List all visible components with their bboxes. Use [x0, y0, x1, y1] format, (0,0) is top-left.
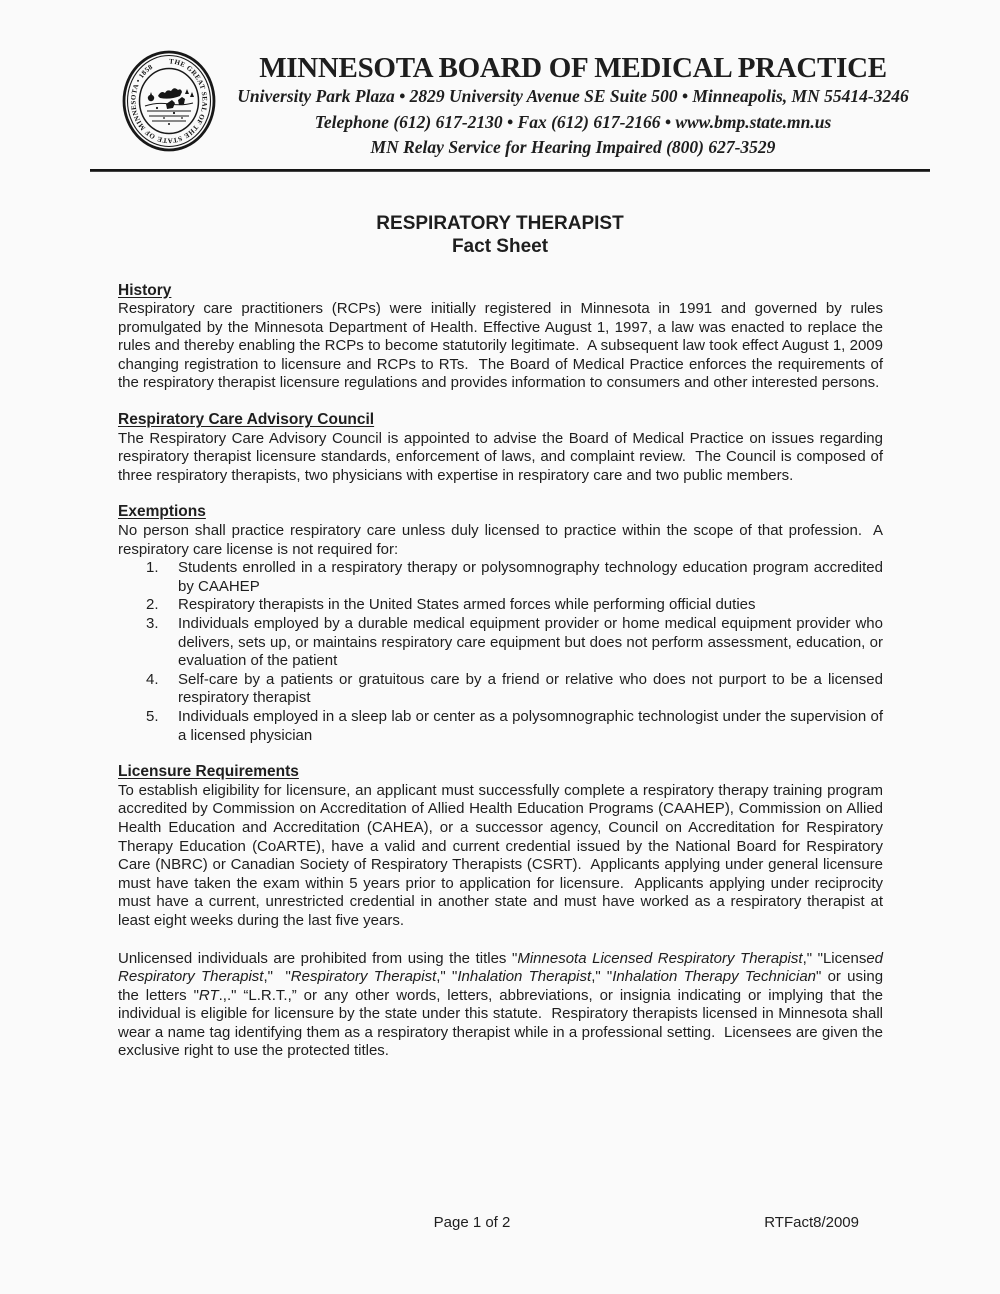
list-item-text: Self-care by a patients or gratuitous care by a friend or relative who does not purport to be a licensed respiratory therapist — [178, 670, 883, 707]
minnesota-state-seal-icon — [122, 50, 216, 152]
document-body — [0, 282, 1000, 1062]
list-item-number: 5. — [146, 707, 159, 725]
section-paragraph: To establish eligibility for licensure, an applicant must successfully complete a respiratory therapy training program accredited by Commission on Accreditation of Allied Health Education Programs (CAAHEP), Commission on Allied Health Education and Accreditation (CAHEA), or a successor agency, Council on Accreditation for Respiratory Therapy Education (CoARTE), have a valid and current credential issued by the National Board for Respiratory Care (NBRC) or Canadian Society of Respiratory Therapists (CSRT). Applicants applying under general licensure must have taken the exam within 5 years prior to application for licensure. Applicants applying under reciprocity must have a current, unrestricted credential in another state and must have worked as a respiratory therapist at least eight weeks during the last five years. — [118, 781, 888, 929]
list-item-number: 4. — [146, 670, 159, 688]
section-heading: Respiratory Care Advisory Council — [118, 411, 375, 429]
exemptions-list — [118, 559, 883, 745]
document-title — [0, 212, 1000, 258]
section-exemptions — [118, 503, 888, 745]
svg-text:THE GREAT SEAL OF THE STATE OF — [129, 57, 208, 144]
seal-ring-text: THE GREAT SEAL OF THE STATE OF MINNESOTA • 1858 — [129, 57, 209, 145]
section-heading: Licensure Requirements — [118, 763, 299, 781]
section-history — [118, 281, 888, 394]
list-item-number: 1. — [146, 559, 159, 577]
list-item-text: Individuals employed by a durable medical equipment provider or home medical equipment provider who delivers, sets up, or maintains respiratory care equipment but does not perform assessment, education, or evaluation of the patient — [178, 615, 883, 670]
section-heading: History — [118, 281, 172, 299]
section-paragraph: No person shall practice respiratory care unless duly licensed to practice within the scope of that profession. A respiratory care license is not required for: — [118, 522, 888, 558]
list-item-text: Respiratory therapists in the United States armed forces while performing official duties — [178, 596, 756, 614]
list-item-number: 3. — [146, 615, 159, 632]
contact-line: Telephone (612) 617-2130 • Fax (612) 617-2166 • www.bmp.state.mn.us — [314, 111, 832, 132]
document-reference: RTFact8/2009 — [764, 1214, 859, 1231]
list-item-number: 2. — [146, 596, 159, 614]
letterhead-text — [216, 48, 930, 161]
list-item — [118, 671, 883, 708]
closing-paragraph: Unlicensed individuals are prohibited from using the titles "Minnesota Licensed Respiratory Therapist," "Licensed Respiratory Therapist," "Respiratory Therapist," "Inhalation Therapist," "Inhalation Therapy Technician" or using the letters "RT.,." “L.R.T.,” or any other words, letters, abbreviations, or insignia indicating or implying that the individual is eligible for licensure by the state under this statute. Respiratory therapists licensed in Minnesota shall wear a name tag identifying them as a respiratory therapist while in a professional setting. Licensees are given the exclusive right to use the protected titles. — [118, 949, 888, 1060]
address-line: University Park Plaza • 2829 University Avenue SE Suite 500 • Minneapolis, MN 55414-3246 — [237, 86, 909, 106]
document-title-line1: RESPIRATORY THERAPIST — [376, 212, 624, 234]
list-item — [118, 596, 883, 615]
header-divider — [90, 169, 930, 172]
list-item — [118, 708, 883, 745]
letterhead — [0, 0, 1000, 161]
page-footer — [0, 1214, 1000, 1234]
organization-name: MINNESOTA BOARD OF MEDICAL PRACTICE — [259, 52, 887, 84]
list-item-text: Students enrolled in a respiratory therapy or polysomnography technology education program accredited by CAAHEP — [178, 559, 883, 595]
section-heading: Exemptions — [118, 503, 206, 521]
page-number: Page 1 of 2 — [433, 1214, 511, 1231]
section-paragraph: The Respiratory Care Advisory Council is appointed to advise the Board of Medical Practice on issues regarding respiratory therapist licensure standards, enforcement of laws, and complaint review. The Council is composed of three respiratory therapists, two physicians with expertise in respiratory care and two public members. — [118, 429, 888, 484]
section-licensure-requirements — [118, 763, 888, 930]
document-title-line2: Fact Sheet — [451, 235, 549, 257]
list-item-text: Individuals employed in a sleep lab or center as a polysomnographic technologist under the supervision of a licensed physician — [178, 707, 883, 744]
list-item — [118, 559, 883, 596]
relay-line: MN Relay Service for Hearing Impaired (800) 627-3529 — [370, 137, 776, 157]
list-item — [118, 615, 883, 671]
section-advisory-council — [118, 411, 888, 485]
section-paragraph: Respiratory care practitioners (RCPs) were initially registered in Minnesota in 1991 and governed by rules promulgated by the Minnesota Department of Health. Effective August 1, 1997, a law was enacted to replace the rules and thereby enabling the RCPs to become statutorily legitimate. A subsequent law took effect August 1, 2009 changing registration to licensure and RCPs to RTs. The Board of Medical Practice enforces the requirements of the respiratory therapist licensure regulations and provides information to consumers and other interested persons. — [118, 300, 888, 392]
